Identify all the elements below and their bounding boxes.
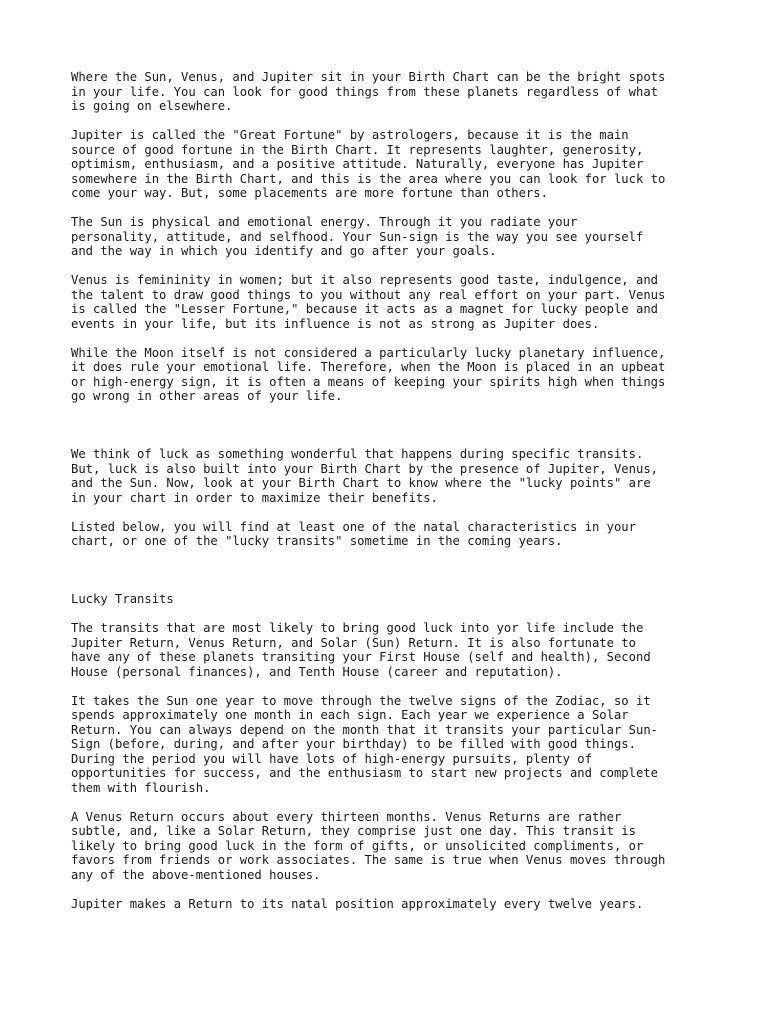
section-heading: Lucky Transits — [71, 592, 174, 606]
paragraph-moon: While the Moon itself is not considered a particularly lucky planetary influence, it does rule your emotional life. Therefore, when the Moon is placed in an upbeat or high-energy sign, it is often a means of keeping your spirits high when things go wrong in other areas of your life. — [71, 345, 666, 403]
paragraph-venus: Venus is femininity in women; but it also represents good taste, indulgence, and the talent to draw good things to you without any real effort on your part. Venus is called the "Lesser Fortune," because it acts as a magnet for lucky people and events in your life, but its influence is not as strong as Jupiter does. — [71, 273, 666, 331]
spacer — [71, 418, 751, 447]
paragraph-bright-spots: Where the Sun, Venus, and Jupiter sit in your Birth Chart can be the bright spots in your life. You can look for good things from these planets regardless of what is going on elsewhere. — [71, 70, 666, 113]
document-page — [71, 70, 751, 926]
paragraph-sun: The Sun is physical and emotional energy. Through it you radiate your personality, attitude, and selfhood. Your Sun-sign is the way you see yourself and the way in which you identify and go after your goals. — [71, 215, 644, 258]
paragraph-solar-return: It takes the Sun one year to move through the twelve signs of the Zodiac, so it spends approximately one month in each sign. Each year we experience a Solar Return. You can always depend on the month that it transits your particular Sun- Sign (before, during, and after your birthday) to be filled with good things. During the period you will have lots of high-energy pursuits, plenty of opportunities for success, and the enthusiasm to start new projects and complete them with flourish. — [71, 693, 658, 795]
paragraph-jupiter: Jupiter is called the "Great Fortune" by astrologers, because it is the main source of good fortune in the Birth Chart. It represents laughter, generosity, optimism, enthusiasm, and a positive attitude. Naturally, everyone has Jupiter somewhere in the Birth Chart, and this is the area where you can look for luck to come your way. But, some placements are more fortune than others. — [71, 128, 666, 200]
paragraph-jupiter-return: Jupiter makes a Return to its natal position approximately every twelve years. — [71, 896, 644, 911]
paragraph-venus-return: A Venus Return occurs about every thirteen months. Venus Returns are rather subtle, and, like a Solar Return, they comprise just one day. This transit is likely to bring good luck in the form of gifts, or unsolicited compliments, or favors from friends or work associates. The same is true when Venus moves through any of the above-mentioned houses. — [71, 809, 666, 882]
paragraph-transits: The transits that are most likely to bring good luck into yor life include the Jupiter Return, Venus Return, and Solar (Sun) Return. It is also fortunate to have any of these planets transiting your First House (self and health), Second House (personal finances), and Tenth House (career and reputation). — [71, 621, 651, 679]
paragraph-listed-below: Listed below, you will find at least one of the natal characteristics in your chart, or one of the "lucky transits" sometime in the coming years. — [71, 519, 636, 548]
spacer — [71, 563, 751, 592]
paragraph-luck-intro: We think of luck as something wonderful that happens during specific transits. But, luck is also built into your Birth Chart by the presence of Jupiter, Venus, and the Sun. Now, look at your Birth Chart to know where the "lucky points" are in your chart in order to maximize their benefits. — [71, 447, 658, 505]
